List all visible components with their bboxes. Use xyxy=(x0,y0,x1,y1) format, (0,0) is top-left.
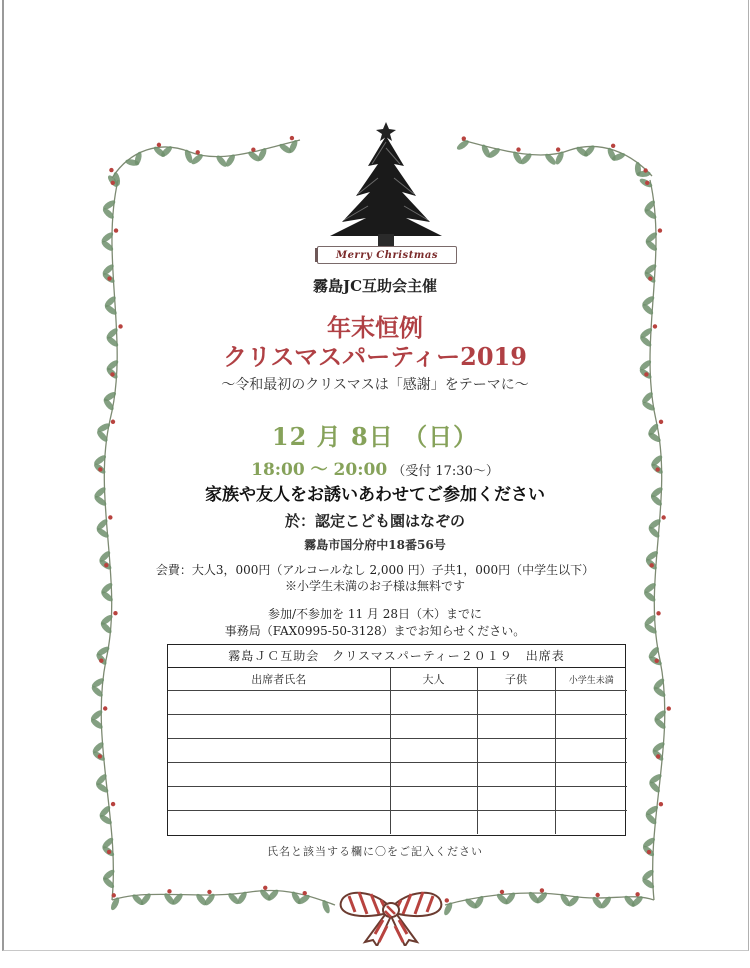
holly-berry xyxy=(111,181,115,185)
invitation-message: 家族や友人をお誘いあわせてご参加ください xyxy=(205,485,545,505)
holly-leaf xyxy=(321,899,331,914)
attendance-form-title: 霧島ＪＣ互助会 クリスマスパーティー２０１９ 出席表 xyxy=(168,645,625,668)
col-preschool: 小学生未満 xyxy=(555,668,627,691)
col-attendee-name: 出席者氏名 xyxy=(168,668,390,691)
holly-berry xyxy=(635,892,639,896)
holly-berry xyxy=(540,888,544,892)
holly-berry xyxy=(157,143,161,147)
attendance-header-row xyxy=(168,668,627,691)
christmas-tree-illustration xyxy=(308,118,464,248)
name-cell[interactable] xyxy=(168,739,390,763)
reception-time: （受付 17:30～） xyxy=(392,464,499,479)
fee-info: 会費：大人3，000円（アルコールなし 2,000 円）子共1，000円（中学生以下） xyxy=(155,563,595,577)
holly-berry xyxy=(251,147,255,151)
name-cell[interactable] xyxy=(168,691,390,715)
event-time: 18:00 ～ 20:00 xyxy=(251,460,388,480)
col-child: 子供 xyxy=(477,668,555,691)
event-title-line2: クリスマスパーティー2019 xyxy=(223,342,527,371)
preschool-cell[interactable] xyxy=(555,691,627,715)
preschool-cell[interactable] xyxy=(555,763,627,787)
child-cell[interactable] xyxy=(477,763,555,787)
name-cell[interactable] xyxy=(168,715,390,739)
rsvp-contact: 事務局（FAX0995-50-3128）までお知らせください。 xyxy=(224,624,526,638)
child-cell[interactable] xyxy=(477,715,555,739)
holly-berry xyxy=(263,886,267,890)
preschool-cell[interactable] xyxy=(555,739,627,763)
event-date: 12 月 8日 （日） xyxy=(271,422,479,451)
child-cell[interactable] xyxy=(477,691,555,715)
holly-berry xyxy=(643,168,647,172)
adult-cell[interactable] xyxy=(390,787,477,811)
holly-berry xyxy=(500,890,504,894)
adult-cell[interactable] xyxy=(390,715,477,739)
table-row xyxy=(168,763,627,787)
holly-berry xyxy=(103,706,107,710)
child-cell[interactable] xyxy=(477,739,555,763)
event-time-row xyxy=(0,455,750,480)
venue-name: 於：認定こども園はなぞの xyxy=(284,512,465,530)
holly-berry xyxy=(658,228,662,232)
holly-berry xyxy=(112,893,116,897)
table-row xyxy=(168,715,627,739)
holly-berry xyxy=(111,802,115,806)
adult-cell[interactable] xyxy=(390,691,477,715)
table-row xyxy=(168,691,627,715)
holly-berry xyxy=(656,754,660,758)
holly-berry xyxy=(611,144,615,148)
holly-berry xyxy=(167,889,171,893)
holly-berry xyxy=(655,659,659,663)
preschool-cell[interactable] xyxy=(555,787,627,811)
holly-berry xyxy=(303,891,307,895)
merry-christmas-banner: Merry Christmas xyxy=(317,246,457,264)
holly-berry xyxy=(667,706,671,710)
holly-berry xyxy=(595,893,599,897)
preschool-cell[interactable] xyxy=(555,811,627,835)
col-adult: 大人 xyxy=(390,668,477,691)
holly-berry xyxy=(114,228,118,232)
host-organizer: 霧島JC互助会主催 xyxy=(312,277,438,295)
adult-cell[interactable] xyxy=(390,763,477,787)
name-cell[interactable] xyxy=(168,787,390,811)
holly-berry xyxy=(98,754,102,758)
holly-berry xyxy=(556,147,560,151)
name-cell[interactable] xyxy=(168,811,390,835)
event-subtitle: ～令和最初のクリスマスは「感謝」をテーマに～ xyxy=(221,377,529,393)
child-cell[interactable] xyxy=(477,811,555,835)
adult-cell[interactable] xyxy=(390,739,477,763)
holly-berry xyxy=(659,802,663,806)
holly-berry xyxy=(196,150,200,154)
attendance-table xyxy=(168,668,627,834)
ribbon-bow-illustration xyxy=(335,886,447,946)
holly-berry xyxy=(207,890,211,894)
rsvp-deadline: 参加/不参加を 11 月 28日（木）までに xyxy=(267,607,483,621)
name-cell[interactable] xyxy=(168,763,390,787)
adult-cell[interactable] xyxy=(390,811,477,835)
attendance-form xyxy=(167,644,626,836)
table-row xyxy=(168,787,627,811)
table-row xyxy=(168,739,627,763)
venue-address: 霧島市国分府中18番56号 xyxy=(304,538,446,552)
holly-berry xyxy=(516,147,520,151)
table-row xyxy=(168,811,627,835)
fee-note: ※小学生未満のお子様は無料です xyxy=(284,579,465,593)
child-cell[interactable] xyxy=(477,787,555,811)
preschool-cell[interactable] xyxy=(555,715,627,739)
form-instruction: 氏名と該当する欄に〇をご記入ください xyxy=(267,845,483,858)
holly-berry xyxy=(109,168,113,172)
holly-berry xyxy=(99,659,103,663)
holly-berry xyxy=(290,136,294,140)
holly-berry xyxy=(645,181,649,185)
event-title-line1: 年末恒例 xyxy=(327,313,423,342)
